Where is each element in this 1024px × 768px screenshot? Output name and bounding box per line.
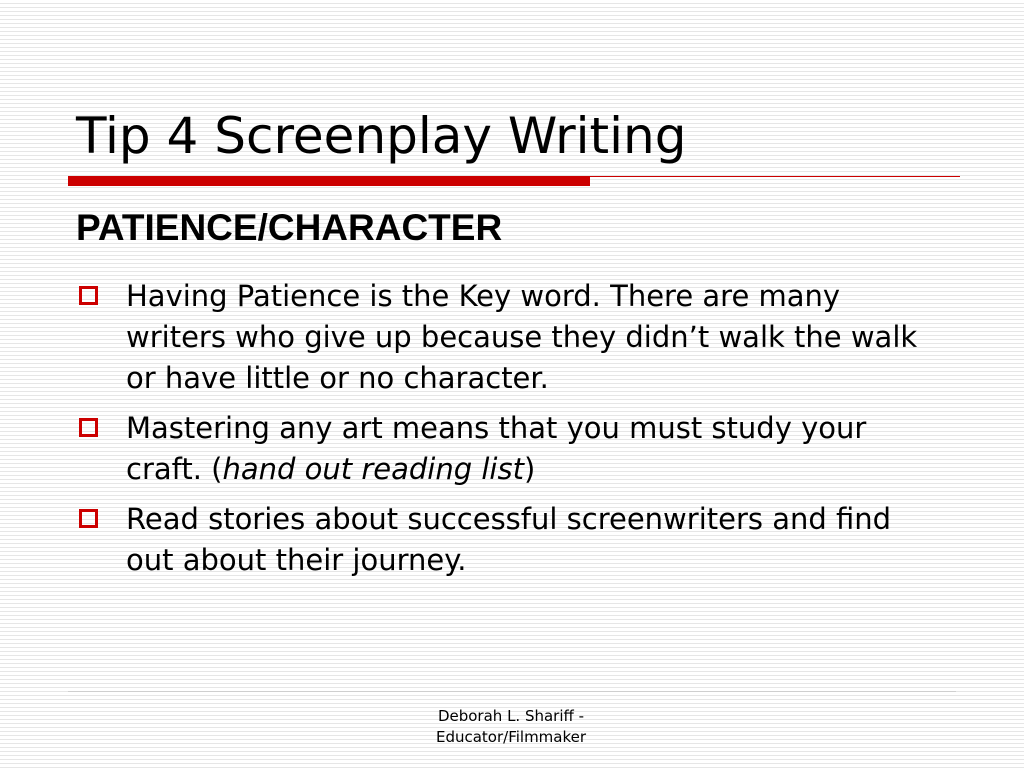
bullet-list (76, 276, 946, 590)
bullet-text: Read stories about successful screenwriters and find out about their journey. (126, 502, 892, 577)
hollow-square-bullet-icon (79, 286, 98, 305)
bullet-item (76, 408, 946, 490)
slide-title: Tip 4 Screenplay Writing (76, 107, 687, 165)
bullet-text-italic: hand out reading list (222, 452, 524, 486)
footer-credit-line1: Deborah L. Shariff - (437, 707, 585, 725)
title-underline-thick (68, 176, 590, 186)
bullet-item (76, 276, 946, 399)
bullet-text: Having Patience is the Key word. There are many writers who give up because they didn’t walk the walk or have little or no character. (126, 279, 918, 395)
hollow-square-bullet-icon (79, 418, 98, 437)
title-underline-thin (590, 176, 960, 177)
bullet-text (126, 411, 866, 486)
bullet-text-before: Mastering any art means that you must study your craft. ( (126, 411, 867, 486)
hollow-square-bullet-icon (79, 509, 98, 528)
bullet-text-after: ) (523, 452, 536, 486)
footer-divider (68, 691, 956, 692)
footer-credit-line2: Educator/Filmmaker (435, 728, 587, 746)
bullet-item (76, 499, 946, 581)
slide-subheading: PATIENCE/CHARACTER (76, 207, 503, 248)
footer-credit (406, 706, 616, 748)
